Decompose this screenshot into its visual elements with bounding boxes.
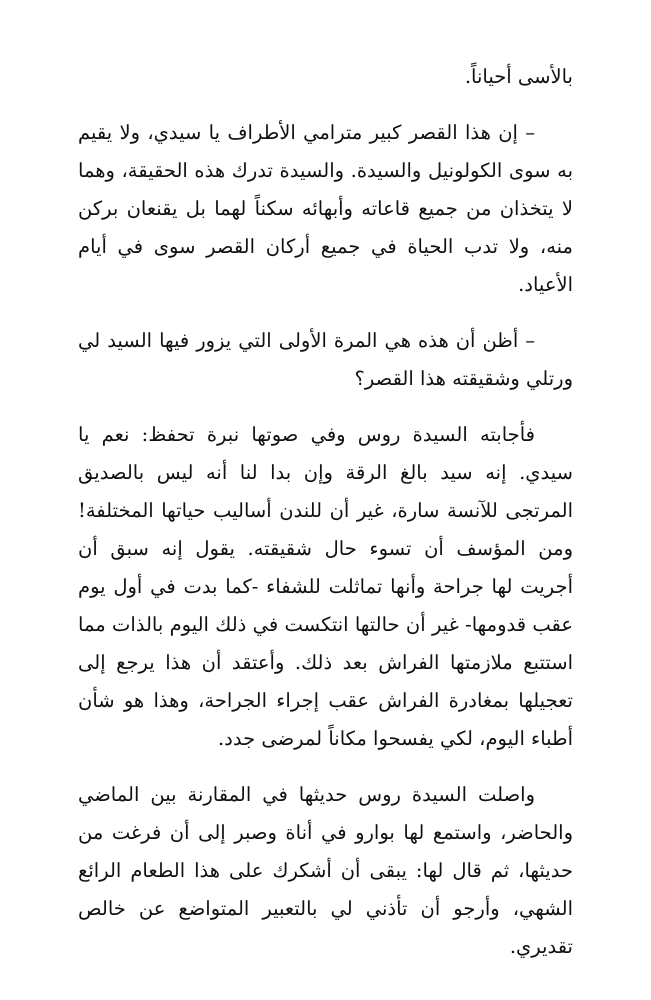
paragraph-3: – أظن أن هذه هي المرة الأولى التي يزور فيها السيد لي ورتلي وشقيقته هذا القصر؟ [78, 329, 573, 390]
paragraph-1: بالأسى أحياناً. [464, 65, 573, 88]
paragraph-2: – إن هذا القصر كبير مترامي الأطراف يا سيدي، ولا يقيم به سوى الكولونيل والسيدة. والسيدة تدرك هذه الحقيقة، وهما لا يتخذان من جميع قاعاته وأبهائه سكناً لهما بل يقنعان بركن منه، ولا تدب الحياة في جميع أركان القصر سوى في أيام الأعياد. [78, 121, 573, 296]
paragraph-5: واصلت السيدة روس حديثها في المقارنة بين الماضي والحاضر، واستمع لها بوارو في أناة وصبر إلى أن فرغت من حديثها، ثم قال لها: يبقى أن أشكرك على هذا الطعام الرائع الشهي، وأرجو أن تأذني لي بالتعبير المتواضع عن خالص تقديري. [78, 783, 573, 958]
paragraph-4: فأجابته السيدة روس وفي صوتها نبرة تحفظ: نعم يا سيدي. إنه سيد بالغ الرقة وإن بدا لنا أنه ليس بالصديق المرتجى للآنسة سارة، غير أن للندن أساليب حياتها المختلفة! ومن المؤسف أن تسوء حال شقيقته. يقول إنه سبق أن أجريت لها جراحة وأنها تماثلت للشفاء -كما بدت في أول يوم عقب قدومها- غير أن حالتها انتكست في ذلك اليوم بالذات مما استتبع ملازمتها الفراش بعد ذلك. وأعتقد أن هذا يرجع إلى تعجيلها بمغادرة الفراش عقب إجراء الجراحة، وهذا هو شأن أطباء اليوم، لكي يفسحوا مكاناً لمرضى جدد. [78, 423, 573, 750]
book-page [78, 58, 573, 984]
